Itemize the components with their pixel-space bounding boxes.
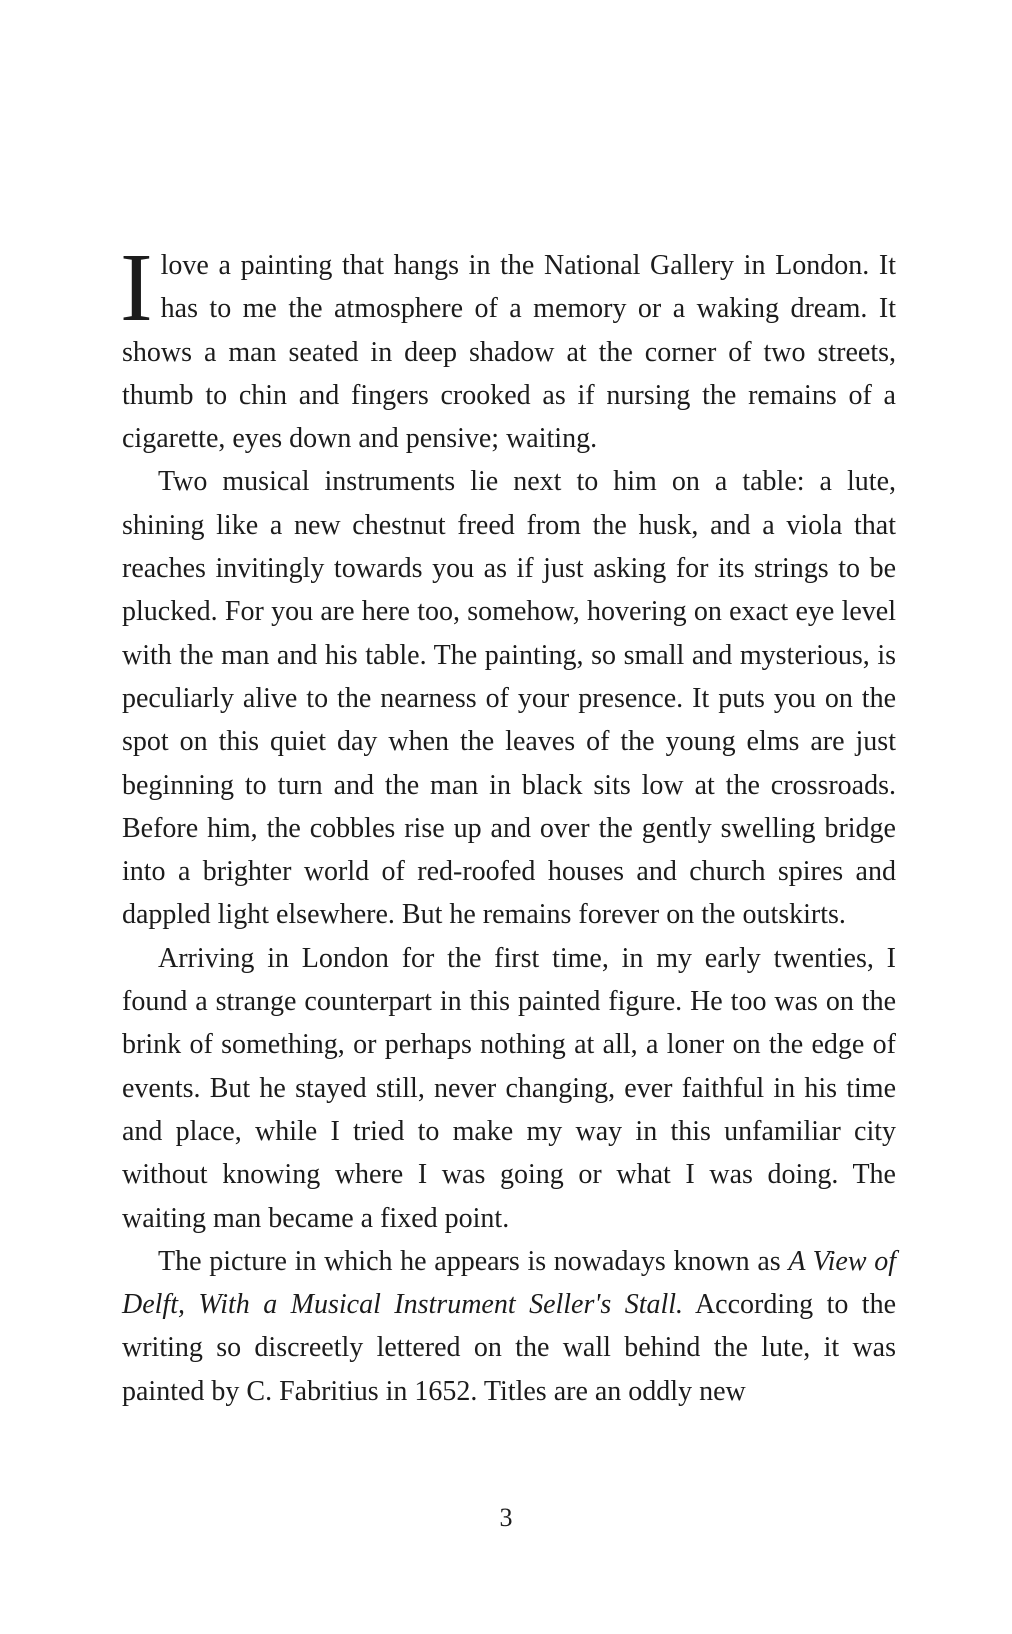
painting-title: A View of Delft, With a Musical Instrument Seller's Stall. bbox=[122, 1245, 896, 1321]
paragraph-3: Arriving in London for the first time, in my early twenties, I found a strange counterpart in this painted figure. He too was on the brink of something, or perhaps nothing at all, a loner on the edge of events. But he stayed still, never changing, ever faithful in his time and place, while I tried to make my way in this unfamiliar city without knowing where I was going or what I was doing. The waiting man became a fixed point. bbox=[122, 942, 896, 1234]
page-number: 3 bbox=[499, 1503, 513, 1532]
paragraph-4 bbox=[122, 1240, 896, 1413]
paragraph-2: Two musical instruments lie next to him on a table: a lute, shining like a new chestnut freed from the husk, and a viola that reaches invitingly towards you as if just asking for its strings to be plucked. For you are here too, somehow, hovering on exact eye level with the man and his table. The painting, so small and mysterious, is peculiarly alive to the nearness of your presence. It puts you on the spot on this quiet day when the leaves of the young elms are just beginning to turn and the man in black sits low at the crossroads. Before him, the cobbles rise up and over the gently swelling bridge into a brighter world of red-roofed houses and church spires and dappled light elsewhere. But he remains forever on the outskirts. bbox=[122, 466, 896, 931]
drop-cap: I bbox=[120, 234, 153, 342]
paragraph-4-text-after: According to the writing so discreetly lettered on the wall behind the lute, it was painted by C. Fabritius in 1652. Titles are an oddly new bbox=[122, 1289, 896, 1407]
paragraph-1-text: love a painting that hangs in the National Gallery in London. It has to me the atmosphere of a memory or a waking dream. It shows a man seated in deep shadow at the corner of two streets, thumb to chin and fingers crooked as if nursing the remains of a cigarette, eyes down and pensive; waiting. bbox=[122, 250, 896, 455]
paragraph-4-text-before: The picture in which he appears is nowadays known as bbox=[158, 1245, 789, 1277]
body-text bbox=[120, 234, 896, 1413]
paragraph-1 bbox=[120, 234, 896, 460]
